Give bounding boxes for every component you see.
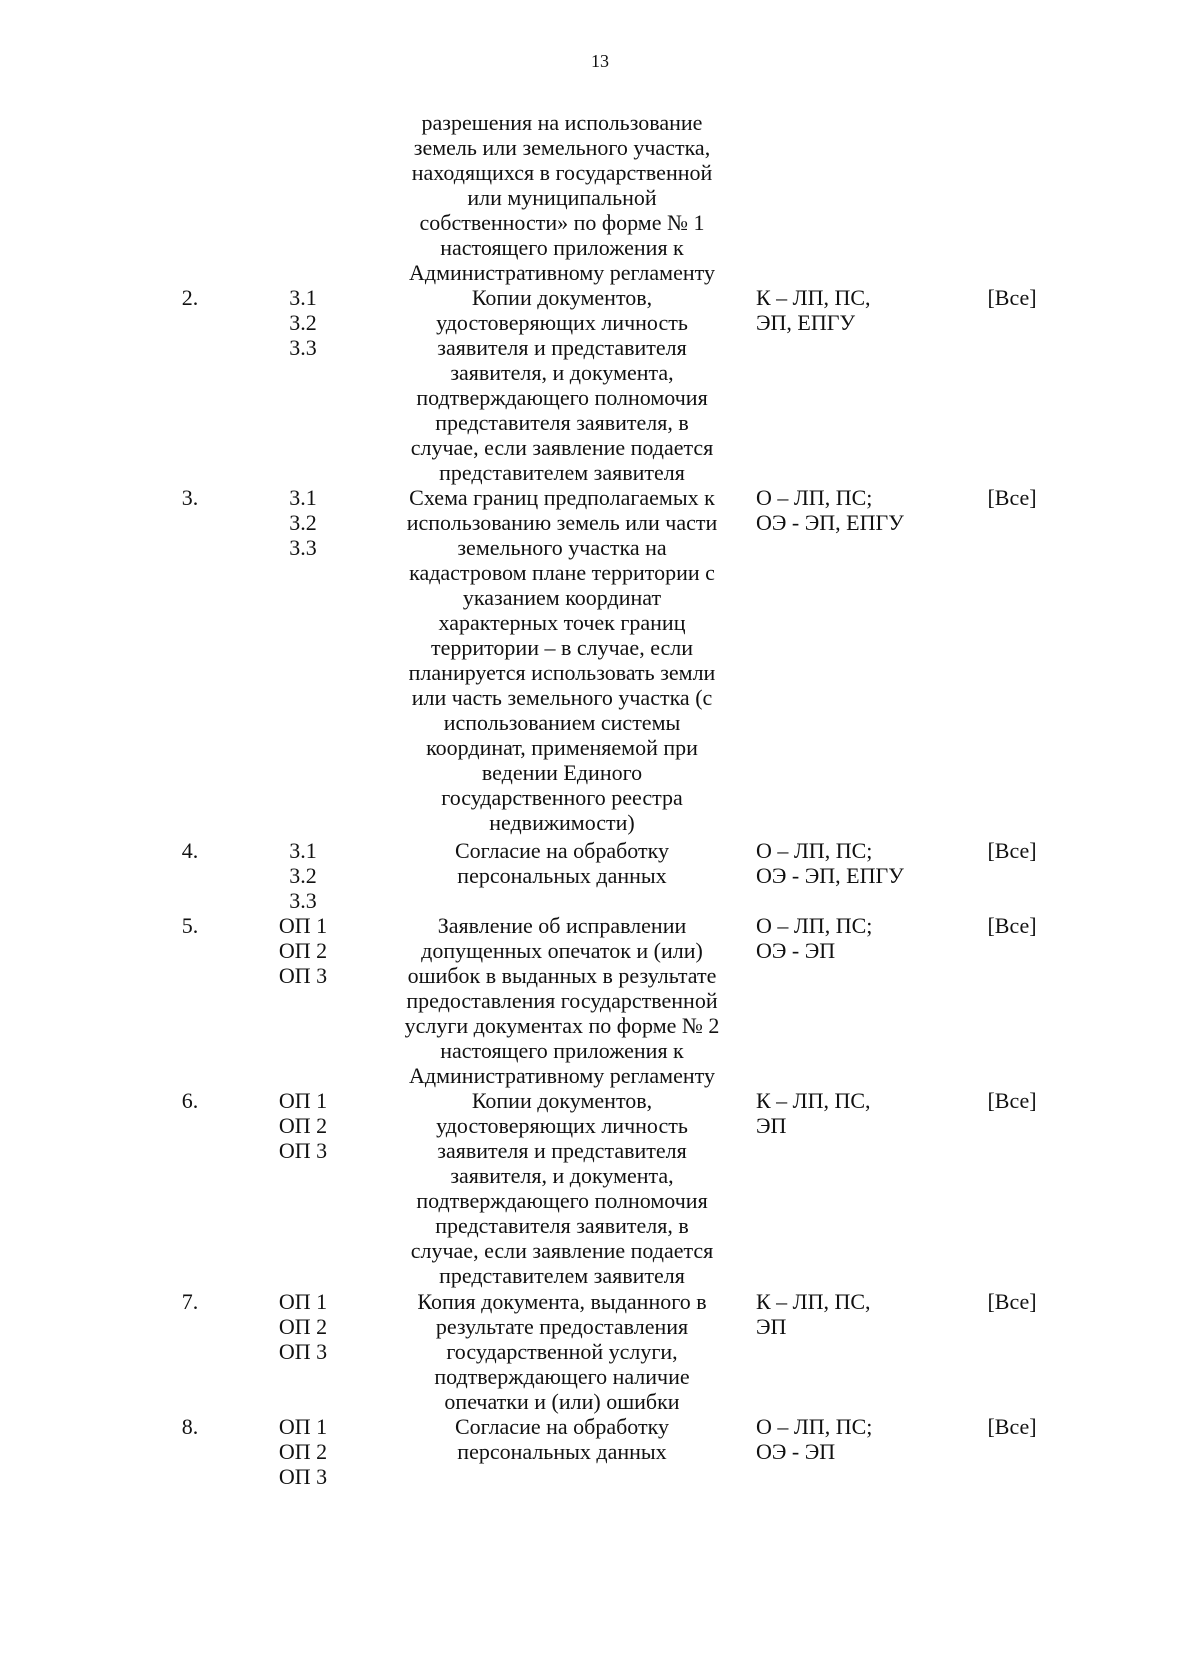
form-line: ОЭ - ЭП bbox=[756, 1439, 836, 1464]
form-line: ЭП bbox=[756, 1314, 787, 1339]
row-document bbox=[392, 838, 732, 888]
continued-document-cell bbox=[392, 110, 732, 285]
document-line: Копии документов, bbox=[471, 1088, 653, 1113]
continuation-line: находящихся в государственной bbox=[411, 160, 713, 185]
row-codes bbox=[258, 1088, 348, 1163]
row-form bbox=[756, 1414, 946, 1464]
row-codes bbox=[258, 1414, 348, 1489]
row-codes bbox=[258, 913, 348, 988]
document-line: заявителя и представителя bbox=[437, 335, 687, 360]
form-line: ЭП, ЕПГУ bbox=[756, 310, 856, 335]
row-number: 6. bbox=[181, 1088, 199, 1113]
row-document bbox=[392, 485, 732, 835]
document-line: подтверждающего полномочия bbox=[416, 385, 708, 410]
document-line: ошибок в выданных в результате bbox=[407, 963, 717, 988]
row-codes bbox=[258, 285, 348, 360]
code-line: 3.3 bbox=[289, 888, 317, 913]
document-line: допущенных опечаток и (или) bbox=[421, 938, 703, 963]
document-line: заявителя, и документа, bbox=[450, 1163, 674, 1188]
row-number: 2. bbox=[181, 285, 199, 310]
document-line: результате предоставления bbox=[435, 1314, 689, 1339]
document-line: подтверждающего наличие bbox=[434, 1364, 690, 1389]
code-line: ОП 2 bbox=[278, 1113, 328, 1138]
document-line: планируется использовать земли bbox=[408, 660, 716, 685]
document-line: подтверждающего полномочия bbox=[416, 1188, 708, 1213]
row-scope: [Все] bbox=[987, 285, 1037, 310]
form-line: К – ЛП, ПС, bbox=[756, 1289, 871, 1314]
document-line: заявителя и представителя bbox=[437, 1138, 687, 1163]
form-line: К – ЛП, ПС, bbox=[756, 1088, 871, 1113]
row-document bbox=[392, 1289, 732, 1414]
row-scope: [Все] bbox=[987, 485, 1037, 510]
row-number: 8. bbox=[181, 1414, 199, 1439]
document-line: удостоверяющих личность bbox=[436, 1113, 688, 1138]
document-line: персональных данных bbox=[457, 1439, 667, 1464]
document-line: территории – в случае, если bbox=[430, 635, 694, 660]
document-line: персональных данных bbox=[457, 863, 667, 888]
form-line: О – ЛП, ПС; bbox=[756, 913, 873, 938]
row-scope: [Все] bbox=[987, 1414, 1037, 1439]
form-line: О – ЛП, ПС; bbox=[756, 838, 873, 863]
document-line: использованию земель или части bbox=[406, 510, 718, 535]
row-number: 3. bbox=[181, 485, 199, 510]
row-scope: [Все] bbox=[987, 1289, 1037, 1314]
document-line: Административному регламенту bbox=[409, 1063, 715, 1088]
code-line: 3.2 bbox=[289, 863, 317, 888]
row-codes bbox=[258, 1289, 348, 1364]
document-line: Копии документов, bbox=[471, 285, 653, 310]
row-number: 4. bbox=[181, 838, 199, 863]
code-line: 3.1 bbox=[289, 485, 317, 510]
row-document bbox=[392, 1088, 732, 1288]
document-line: представителем заявителя bbox=[439, 460, 685, 485]
document-line: Согласие на обработку bbox=[454, 1414, 670, 1439]
code-line: ОП 2 bbox=[278, 938, 328, 963]
document-line: предоставления государственной bbox=[406, 988, 718, 1013]
document-line: ведении Единого bbox=[481, 760, 643, 785]
code-line: ОП 1 bbox=[278, 913, 328, 938]
row-codes bbox=[258, 485, 348, 560]
row-scope: [Все] bbox=[987, 838, 1037, 863]
code-line: 3.3 bbox=[289, 535, 317, 560]
row-form bbox=[756, 485, 946, 535]
code-line: ОП 1 bbox=[278, 1289, 328, 1314]
document-line: случае, если заявление подается bbox=[410, 435, 714, 460]
document-line: настоящего приложения к bbox=[440, 1038, 684, 1063]
code-line: ОП 3 bbox=[278, 1138, 328, 1163]
document-line: Согласие на обработку bbox=[454, 838, 670, 863]
document-line: характерных точек границ bbox=[438, 610, 686, 635]
row-codes bbox=[258, 838, 348, 913]
code-line: ОП 2 bbox=[278, 1314, 328, 1339]
document-line: земельного участка на bbox=[457, 535, 667, 560]
code-line: ОП 3 bbox=[278, 963, 328, 988]
row-scope: [Все] bbox=[987, 913, 1037, 938]
code-line: ОП 1 bbox=[278, 1088, 328, 1113]
document-line: Схема границ предполагаемых к bbox=[409, 485, 715, 510]
code-line: 3.2 bbox=[289, 510, 317, 535]
continuation-line: собственности» по форме № 1 bbox=[419, 210, 705, 235]
document-line: недвижимости) bbox=[489, 810, 635, 835]
continuation-line: разрешения на использование bbox=[421, 110, 703, 135]
row-document bbox=[392, 913, 732, 1088]
code-line: ОП 2 bbox=[278, 1439, 328, 1464]
document-line: или часть земельного участка (с bbox=[411, 685, 713, 710]
document-line: использованием системы bbox=[443, 710, 681, 735]
document-line: представителя заявителя, в bbox=[435, 1213, 689, 1238]
row-form bbox=[756, 1289, 946, 1339]
document-line: представителем заявителя bbox=[439, 1263, 685, 1288]
form-line: ОЭ - ЭП bbox=[756, 938, 836, 963]
document-line: представителя заявителя, в bbox=[435, 410, 689, 435]
row-scope: [Все] bbox=[987, 1088, 1037, 1113]
row-form bbox=[756, 838, 946, 888]
document-line: случае, если заявление подается bbox=[410, 1238, 714, 1263]
form-line: ЭП bbox=[756, 1113, 787, 1138]
row-form bbox=[756, 1088, 946, 1138]
code-line: ОП 3 bbox=[278, 1339, 328, 1364]
row-number: 5. bbox=[181, 913, 199, 938]
form-line: ОЭ - ЭП, ЕПГУ bbox=[756, 863, 904, 888]
continuation-line: земель или земельного участка, bbox=[413, 135, 711, 160]
page-number: 13 bbox=[591, 51, 609, 71]
document-line: указанием координат bbox=[462, 585, 662, 610]
row-form bbox=[756, 285, 946, 335]
document-line: Заявление об исправлении bbox=[437, 913, 687, 938]
code-line: ОП 1 bbox=[278, 1414, 328, 1439]
continuation-line: Административному регламенту bbox=[409, 260, 715, 285]
document-line: заявителя, и документа, bbox=[450, 360, 674, 385]
document-line: удостоверяющих личность bbox=[436, 310, 688, 335]
document-line: государственной услуги, bbox=[446, 1339, 678, 1364]
continuation-line: настоящего приложения к bbox=[440, 235, 684, 260]
document-line: координат, применяемой при bbox=[426, 735, 698, 760]
document-line: кадастровом плане территории с bbox=[409, 560, 715, 585]
form-line: К – ЛП, ПС, bbox=[756, 285, 871, 310]
form-line: О – ЛП, ПС; bbox=[756, 1414, 873, 1439]
form-line: О – ЛП, ПС; bbox=[756, 485, 873, 510]
row-number: 7. bbox=[181, 1289, 199, 1314]
document-line: Копия документа, выданного в bbox=[417, 1289, 707, 1314]
row-document bbox=[392, 285, 732, 485]
row-form bbox=[756, 913, 946, 963]
document-line: услуги документах по форме № 2 bbox=[404, 1013, 720, 1038]
document-line: государственного реестра bbox=[441, 785, 683, 810]
code-line: 3.2 bbox=[289, 310, 317, 335]
row-document bbox=[392, 1414, 732, 1464]
continuation-line: или муниципальной bbox=[467, 185, 657, 210]
form-line: ОЭ - ЭП, ЕПГУ bbox=[756, 510, 904, 535]
code-line: ОП 3 bbox=[278, 1464, 328, 1489]
code-line: 3.1 bbox=[289, 285, 317, 310]
document-line: опечатки и (или) ошибки bbox=[444, 1389, 680, 1414]
code-line: 3.3 bbox=[289, 335, 317, 360]
code-line: 3.1 bbox=[289, 838, 317, 863]
